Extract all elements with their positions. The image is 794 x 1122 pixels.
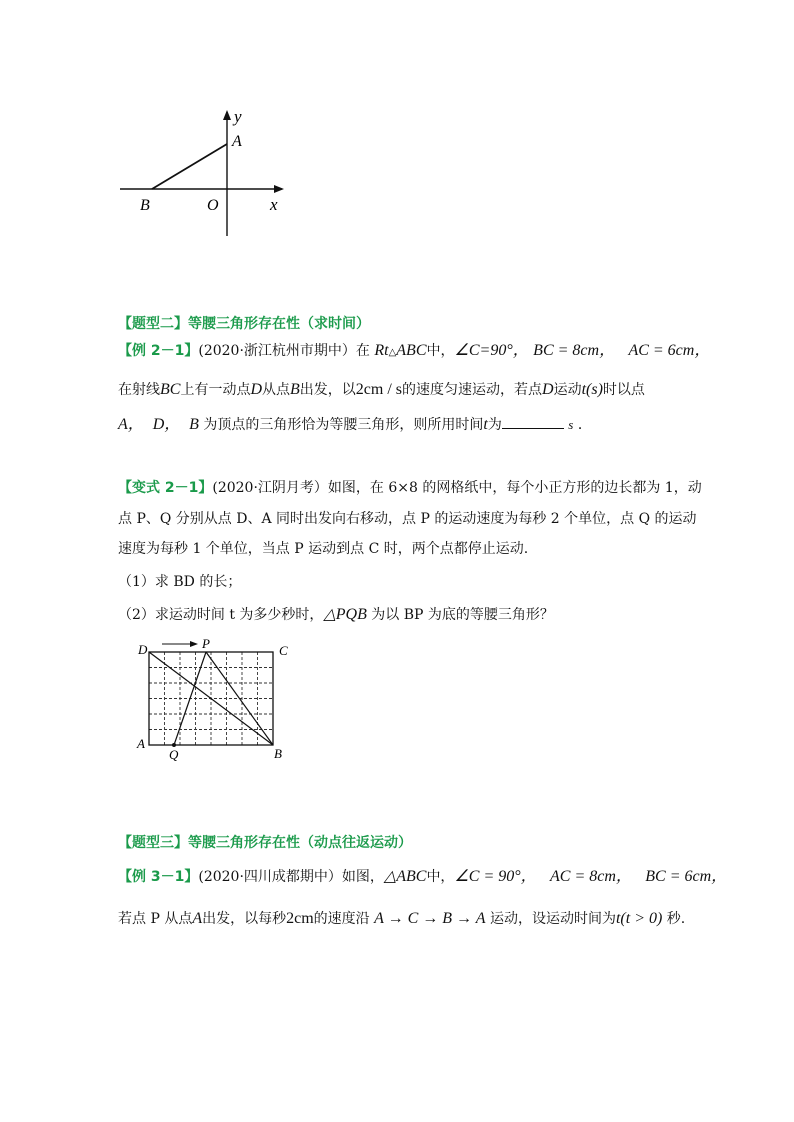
label-a: A — [137, 736, 145, 751]
answer-blank — [502, 416, 564, 429]
example-2-1-line-3 — [118, 416, 592, 434]
variant-2-1-line-3 — [118, 540, 528, 558]
text: (2020·浙江杭州市期中）在 — [198, 343, 370, 359]
label-d: D — [138, 642, 148, 657]
label-b: B — [274, 746, 282, 761]
label-a: A — [232, 133, 242, 150]
math-d: D — [250, 381, 263, 398]
math-speed: 2cm — [286, 910, 314, 927]
text: (2020·四川成都期中）如图， — [198, 869, 384, 885]
text: 若点 P 从点 — [118, 911, 193, 927]
figure-coordinate-axes — [112, 104, 297, 244]
y-axis-arrow — [223, 110, 231, 120]
segment-ab — [152, 144, 227, 189]
figure-grid — [134, 636, 294, 764]
section-heading-2: 【题型二】等腰三角形存在性（求时间） — [118, 316, 370, 332]
variant-2-1-question-1 — [118, 573, 241, 591]
text: 为 — [487, 417, 502, 433]
example-2-1-line-1 — [118, 342, 710, 362]
math-angle: ∠C = 90°， — [454, 868, 537, 885]
math-ac: AC = 8cm， — [550, 868, 632, 885]
text: 点 P、Q 分别从点 D、A 同时出发向右移动，点 P 的运动速度为每秒 2 个单位，点 Q 的运动 — [118, 511, 697, 527]
math-d: D — [542, 381, 554, 398]
math-b: B — [189, 416, 199, 433]
math-speed: 2cm / s — [355, 381, 403, 398]
math-path: A → C → B → A — [374, 910, 486, 927]
math-rt: Rt — [374, 342, 389, 359]
math-a: A — [192, 910, 203, 927]
text: 速度为每秒 1 个单位，当点 P 运动到点 C 时，两个点都停止运动. — [118, 541, 529, 557]
text: 出发，以每秒 — [202, 911, 287, 927]
math-d: D， — [152, 416, 181, 433]
text: （1）求 BD 的长； — [118, 574, 242, 590]
label-y: y — [234, 107, 242, 126]
section-heading-3: 【题型三】等腰三角形存在性（动点往返运动） — [118, 835, 412, 851]
text: 上有一动点 — [180, 382, 251, 398]
text: (2020·江阴月考）如图，在 6×8 的网格纸中，每个小正方形的边长都为 1，动 — [212, 480, 702, 496]
example-3-1-line-1 — [118, 868, 727, 886]
variant-2-1-question-2 — [118, 606, 554, 624]
example-tag: 【例 3－1】 — [118, 869, 199, 885]
label-x: x — [270, 195, 278, 214]
text: ． — [577, 417, 592, 433]
math-bc: BC = 8cm， — [533, 342, 616, 359]
text: 在射线 — [118, 382, 160, 398]
example-2-1-line-2 — [118, 381, 645, 399]
variant-tag: 【变式 2－1】 — [118, 480, 213, 496]
math-abc: ABC — [396, 342, 427, 359]
text: 时以点 — [602, 382, 645, 398]
text: 出发，以 — [299, 382, 356, 398]
text: 中， — [426, 869, 455, 885]
text: 中， — [426, 343, 455, 359]
math-ts: t(s) — [581, 381, 603, 398]
math-t: t — [483, 416, 488, 433]
label-c: C — [279, 643, 288, 658]
math-triangle-pqb: △PQB — [323, 606, 367, 623]
triangle-symbol: △ — [388, 347, 397, 358]
text: （2）求运动时间 t 为多少秒时， — [118, 607, 324, 623]
example-tag: 【例 2－1】 — [118, 343, 199, 359]
math-triangle-abc: △ABC — [383, 868, 427, 885]
text: 为顶点的三角形恰为等腰三角形，则所用时间 — [203, 417, 484, 433]
variant-2-1-line-2 — [118, 510, 697, 528]
text: 的速度匀速运动，若点 — [402, 382, 543, 398]
math-unit: s — [568, 417, 574, 432]
math-tcond: t(t > 0) — [615, 910, 663, 927]
text: 运动 — [553, 382, 582, 398]
label-b: B — [140, 197, 150, 214]
math-a: A， — [118, 416, 144, 433]
label-o: O — [207, 197, 219, 214]
text: 为以 BP 为底的等腰三角形？ — [371, 607, 554, 623]
label-q: Q — [169, 747, 179, 762]
label-p: P — [202, 636, 210, 651]
math-ac: AC = 6cm， — [628, 342, 711, 359]
math-bc: BC — [160, 381, 181, 398]
text: 秒. — [666, 911, 686, 927]
text: 运动，设运动时间为 — [489, 911, 616, 927]
text: 从点 — [262, 382, 291, 398]
variant-2-1-line-1 — [118, 479, 702, 497]
text: 的速度沿 — [313, 911, 370, 927]
motion-arrowhead — [190, 641, 198, 647]
math-angle: ∠C=90°， — [454, 342, 529, 359]
x-axis-arrow — [274, 185, 284, 193]
example-3-1-line-2 — [118, 910, 685, 928]
math-b: B — [290, 381, 300, 398]
math-bc: BC = 6cm， — [645, 868, 728, 885]
